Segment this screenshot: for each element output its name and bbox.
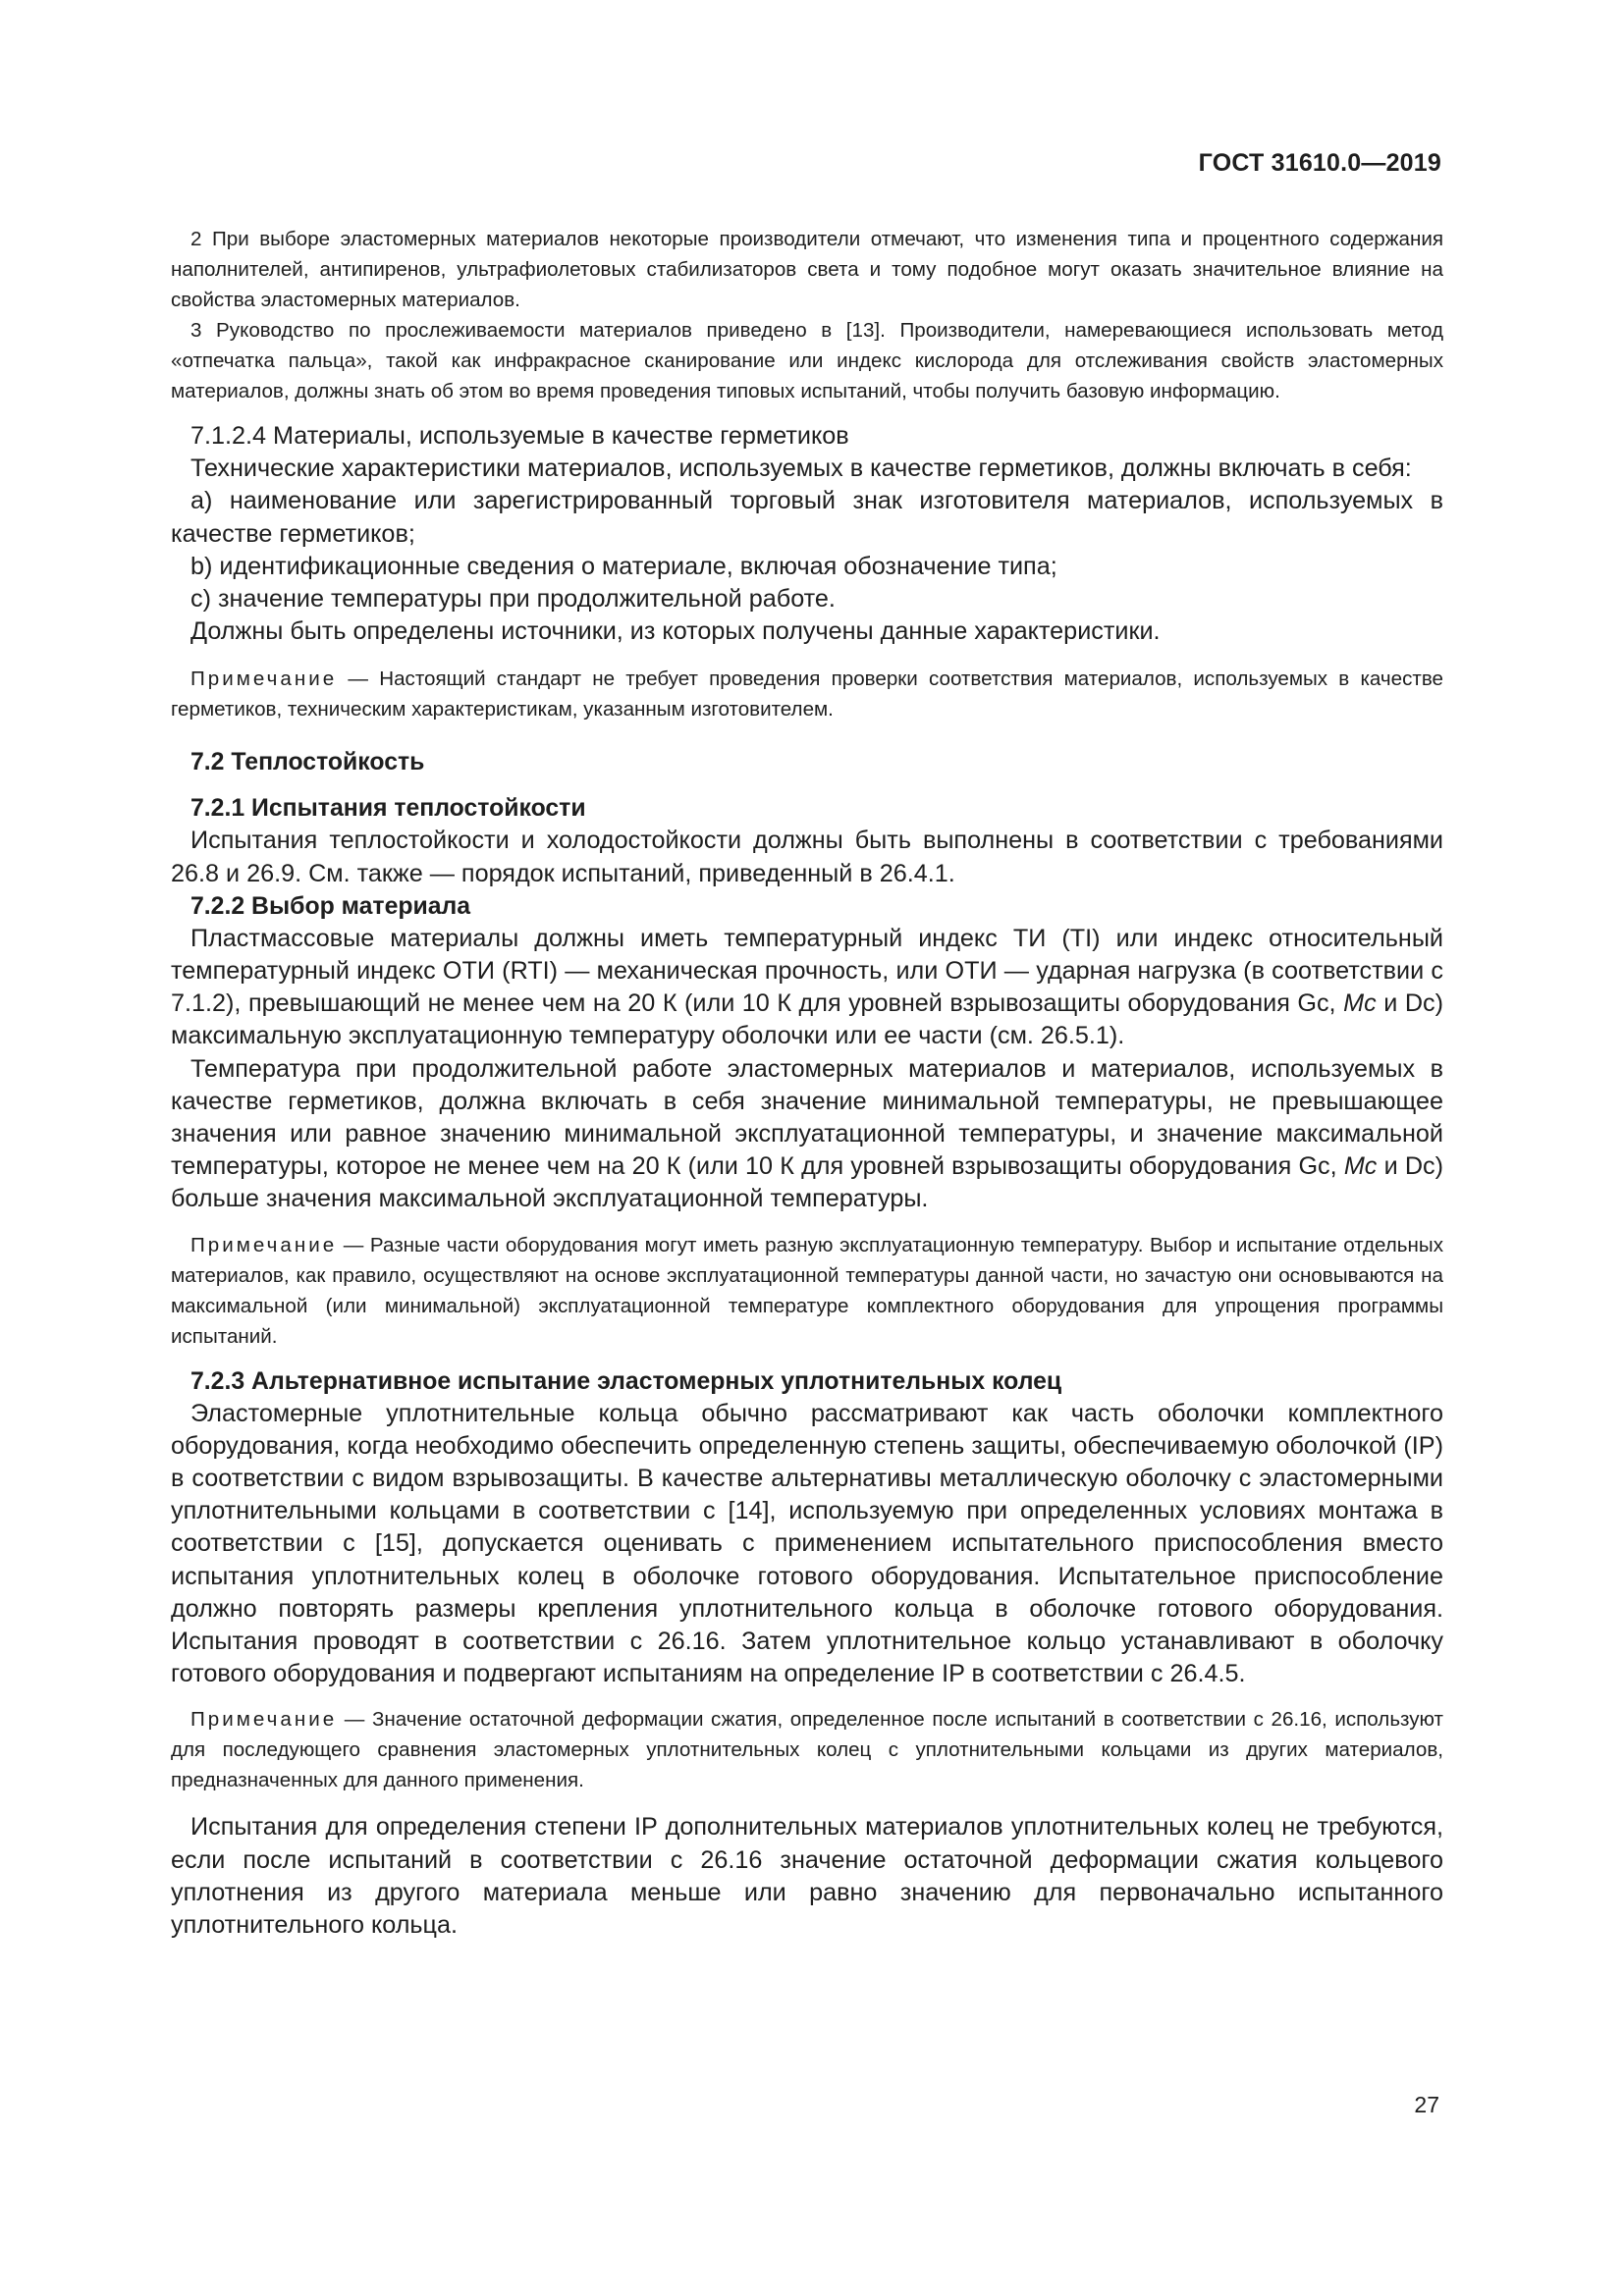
note-3: 3 Руководство по прослеживаемости материалов приведено в [13]. Производители, намеревающиеся использовать метод «отпечатка пальца», такой как инфракрасное сканирование или индекс кислорода для отслеживания свойств эластомерных материалов, должны знать об этом во время проведения типовых испытаний, чтобы получить базовую информацию.	[171, 319, 1443, 402]
paragraph-text: Температура при продолжительной работе эластомерных материалов и материалов, используемых в качестве герметиков, должна включать в себя значение минимальной температуры, не превышающее значения или равное значению минимальной эксплуатационной температуры, и значение максимальной температуры, которое не менее чем на 20 К (или 10 К для уровней взрывозащиты оборудования Gc,	[171, 1054, 1443, 1181]
paragraph-text: Пластмассовые материалы должны иметь температурный индекс ТИ (TI) или индекс относительный температурный индекс ОТИ (RTI) — механическая прочность, или ОТИ — ударная нагрузка (в соответствии с 7.1.2), превышающий не менее чем на 20 К (или 10 К для уровней взрывозащиты оборудования Gc,	[171, 924, 1443, 1018]
note-label: Примечание	[190, 1233, 338, 1256]
note-text: — Настоящий стандарт не требует проведения проверки соответствия материалов, используемых в качестве герметиков, техническим характеристикам, указанным изготовителем.	[171, 667, 1443, 721]
italic-mc: Mc	[1343, 1152, 1378, 1181]
section-7-2-2-title: 7.2.2 Выбор материала	[190, 892, 471, 920]
section-7-2-2-paragraph-2	[171, 1053, 1443, 1216]
paragraph-text: и Dc) больше значения максимальной эксплуатационной температуры.	[171, 1152, 1443, 1213]
page-number: 27	[1414, 2092, 1439, 2117]
note-materials-sealants	[171, 664, 1443, 724]
list-item-a: a) наименование или зарегистрированный торговый знак изготовителя материалов, используемых в качестве герметиков;	[171, 487, 1443, 548]
note-compression-set	[171, 1704, 1443, 1795]
italic-mc: Mc	[1343, 989, 1377, 1018]
section-7-1-2-4-intro: Технические характеристики материалов, используемых в качестве герметиков, должны включать в себя:	[190, 454, 1412, 483]
page-content	[171, 224, 1443, 1942]
section-7-2-3-paragraph-1: Эластомерные уплотнительные кольца обычно рассматривают как часть оболочки комплектного оборудования, когда необходимо обеспечить определенную степень защиты, обеспечиваемую оболочкой (IP) в соответствии с видом взрывозащиты. В качестве альтернативы металлическую оболочку с эластомерными уплотнительными кольцами в соответствии с [14], используемую при определенных условиях монтажа в соответствии с [15], допускается оценивать с применением испытательного приспособления вместо испытания уплотнительных колец в оболочке готового оборудования. Испытательное приспособление должно повторять размеры крепления уплотнительного кольца в оболочке готового оборудования. Испытания проводят в соответствии с 26.16. Затем уплотнительное кольцо устанавливают в оболочку готового оборудования и подвергают испытаниям на определение IP в соответствии с 26.4.5.	[171, 1399, 1443, 1688]
section-7-2-3-title: 7.2.3 Альтернативное испытание эластомерных уплотнительных колец	[190, 1367, 1062, 1395]
note-text: — Значение остаточной деформации сжатия, определенное после испытаний в соответствии с 26.16, используют для последующего сравнения эластомерных уплотнительных колец с уплотнительными кольцами из других материалов, предназначенных для данного применения.	[171, 1708, 1443, 1792]
note-label: Примечание	[190, 1708, 338, 1732]
list-item-b: b) идентификационные сведения о материале, включая обозначение типа;	[190, 552, 1057, 580]
section-7-2-1-text: Испытания теплостойкости и холодостойкости должны быть выполнены в соответствии с требованиями 26.8 и 26.9. См. также — порядок испытаний, приведенный в 26.4.1.	[171, 827, 1443, 887]
section-7-2-title: 7.2 Теплостойкость	[190, 749, 425, 776]
note-operating-temperature	[171, 1230, 1443, 1352]
list-item-c: c) значение температуры при продолжительной работе.	[190, 585, 836, 614]
paragraph-text: и Dc) максимальную эксплуатационную температуру оболочки или ее части (см. 26.5.1).	[171, 989, 1443, 1050]
section-7-2-1-title: 7.2.1 Испытания теплостойкости	[190, 795, 586, 823]
note-label: Примечание	[190, 667, 338, 691]
section-7-1-2-4-sources: Должны быть определены источники, из которых получены данные характеристики.	[190, 617, 1161, 646]
section-7-2-3-paragraph-2: Испытания для определения степени IP дополнительных материалов уплотнительных колец не требуются, если после испытаний в соответствии с 26.16 значение остаточной деформации сжатия кольцевого уплотнения из другого материала меньше или равно значению для первоначально испытанного уплотнительного кольца.	[171, 1813, 1443, 1940]
standard-code: ГОСТ 31610.0—2019	[1198, 149, 1441, 177]
section-7-1-2-4-title: 7.1.2.4 Материалы, используемые в качестве герметиков	[190, 422, 849, 450]
section-7-2-2-paragraph-1	[171, 923, 1443, 1053]
note-2: 2 При выборе эластомерных материалов некоторые производители отмечают, что изменения типа и процентного содержания наполнителей, антипиренов, ультрафиолетовых стабилизаторов света и тому подобное могут оказать значительное влияние на свойства эластомерных материалов.	[171, 228, 1443, 311]
note-text: — Разные части оборудования могут иметь разную эксплуатационную температуру. Выбор и испытание отдельных материалов, как правило, осуществляют на основе эксплуатационной температуры данной части, но зачастую они основываются на максимальной (или минимальной) эксплуатационной температуре комплектного оборудования для упрощения программы испытаний.	[171, 1233, 1443, 1348]
